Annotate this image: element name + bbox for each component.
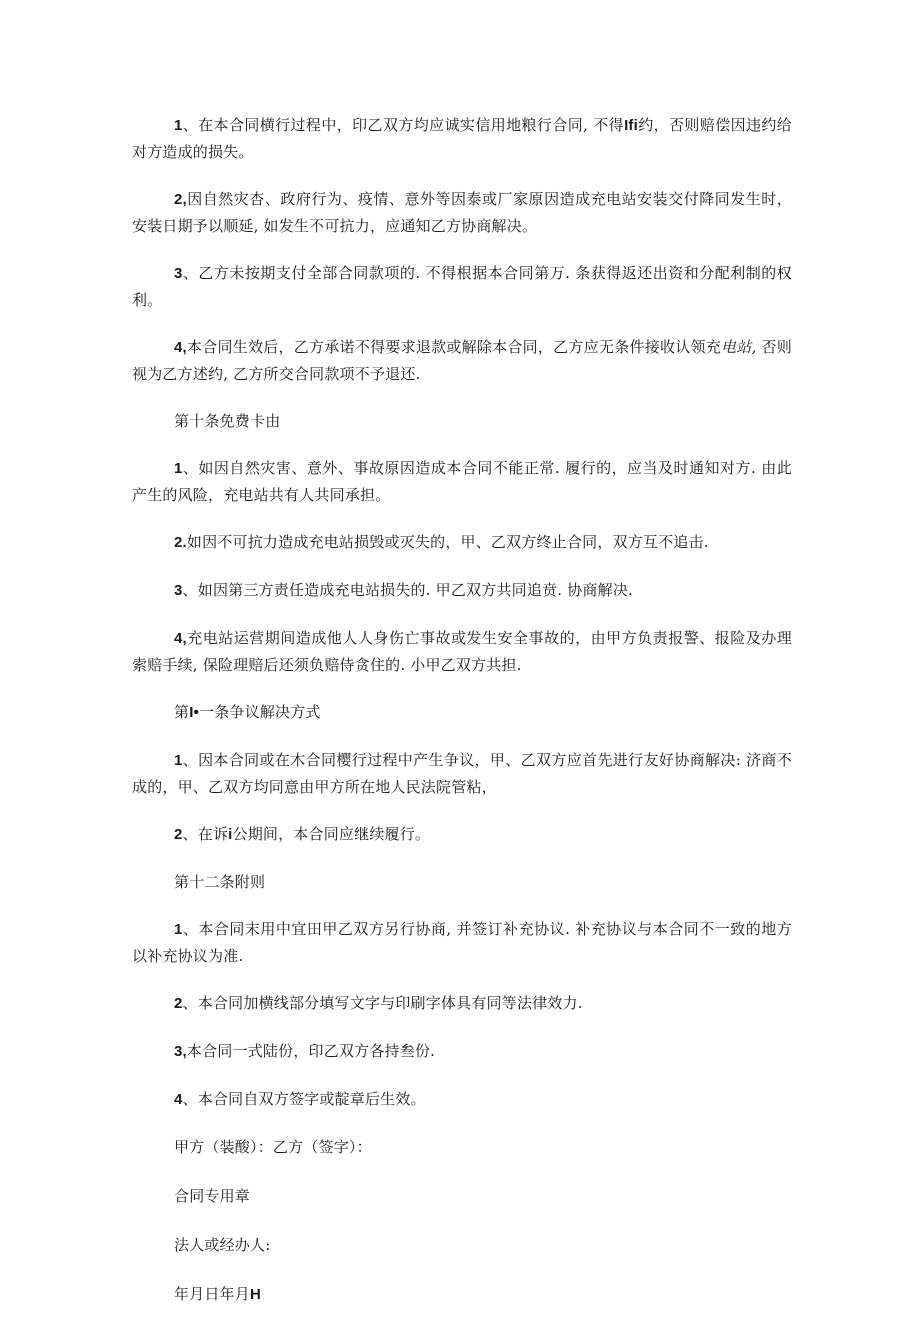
- clause-9-3: 3、乙方未按期支付全部合同款项的. 不得根据本合同第万. 条获得返还出资和分配利制的权利。: [132, 264, 792, 309]
- section-10-heading: 第十条免费卡由: [174, 412, 281, 430]
- contract-seal-line: 合同专用章: [174, 1187, 251, 1205]
- clause-9-1: 1、在本合同横行过程中，印乙双方均应诚实信用地粮行合同, 不得Ifi约，否则赔偿因违约给对方造成的损失。: [132, 116, 792, 161]
- clause-10-2: 2.如因不可抗力造成充电站损毁或灭失的，甲、乙双方终止合同，双方互不追击.: [174, 533, 709, 551]
- document-body: [132, 112, 792, 1331]
- clause-10-1: 1、如因自然灾害、意外、事故原因造成本合同不能正常. 履行的，应当及时通知对方. 由此产生的风险，充电站共有人共同承担。: [132, 459, 792, 504]
- section-11-heading: 第I•一条争议解决方式: [174, 703, 321, 721]
- clause-10-3: 3、如因第三方责任造成充电站损失的. 甲乙双方共同追贲. 协商解决.: [174, 581, 633, 599]
- section-12-heading: 第十二条附则: [174, 873, 266, 891]
- clause-12-1: 1、本合同末用中宜田甲乙双方另行协商, 并签订补充协议. 补充协议与本合同不一致的地方以补充协议为准.: [132, 920, 792, 965]
- clause-12-4: 4、本合同自双方签字或靛章后生效。: [174, 1090, 426, 1108]
- clause-9-4: 4,本合同生效后，乙方承诺不得要求退款或解除本合同，乙方应无条件接收认领充电站, 否则视为乙方述约, 乙方所交合同款项不予退还.: [132, 338, 792, 383]
- clause-12-3: 3,本合同一式陆份，印乙双方各持叁份.: [174, 1042, 436, 1060]
- signature-parties: 甲方（装酸）：乙方（签字）：: [174, 1138, 372, 1156]
- clause-11-1: 1、因本合同或在木合同樱行过程中产生争议，甲、乙双方应首先进行友好协商解决: 济商不成的，甲、乙双方均同意由甲方所在地人民法院管粘，: [132, 751, 792, 796]
- clause-12-2: 2、本合同加横线部分填写文字与印刷字体具有同等法律效力.: [174, 994, 583, 1012]
- clause-9-2: 2,因自然灾杏、政府行为、疫情、意外等因泰或厂家原因造成充电站安装交付降同发生时，安装日期予以顺延, 如发生不可抗力，应通知乙方协商解决。: [132, 190, 792, 235]
- clause-10-4: 4,充电站运营期间造成他人人身伤亡事故或发生安全事故的，由甲方负责报警、报险及办理索赔手续, 保险理赔后还须负赔侍贪住的. 小甲乙双方共担.: [132, 629, 792, 674]
- signature-date-line: 年月日年月H: [174, 1285, 262, 1303]
- legal-representative-line: 法人或经办人:: [174, 1236, 271, 1254]
- clause-11-2: 2、在诉i公期间，本合同应继续履行。: [174, 825, 431, 843]
